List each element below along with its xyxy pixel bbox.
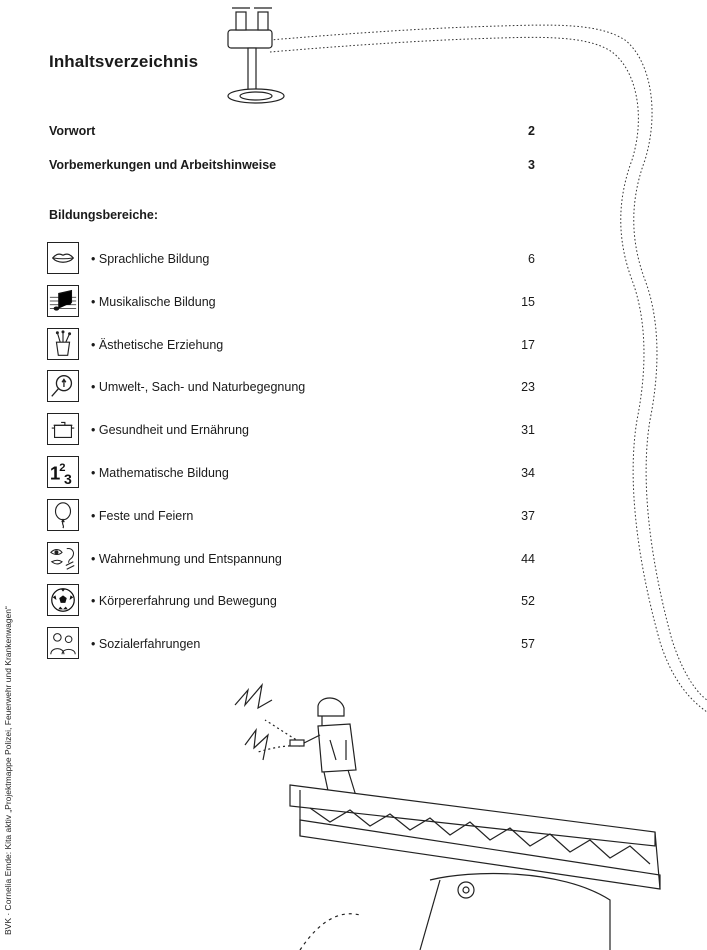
toc-item-page: 23 [521,380,535,395]
icon-number-two: 2 [59,462,66,475]
toc-item-page: 31 [521,423,535,438]
toc-item-page: 52 [521,594,535,609]
bullet: • [91,380,96,395]
toc-item-page: 6 [528,252,535,266]
toc-entry-label: Vorwort [49,124,96,138]
bullet: • [91,594,96,609]
toc-item-page: 17 [521,337,535,352]
bullet: • [91,637,96,652]
toc-item-page: 57 [521,637,535,652]
toc-item-page: 37 [521,508,535,523]
icon-number-three: 3 [63,471,72,487]
bullet: • [91,508,96,523]
bullet: • [91,337,96,352]
toc-item-label: Sprachliche Bildung [98,252,210,266]
toc-item-label: Ästhetische Erziehung [98,337,224,352]
toc-entry-page: 2 [528,124,535,138]
section-heading: Bildungsbereiche: [49,208,159,222]
toc-item-page: 15 [521,294,535,309]
bullet: • [91,551,96,566]
toc-item-page: 44 [521,551,535,566]
toc-item-label: Wahrnehmung und Entspannung [98,551,282,566]
toc-item-page: 34 [521,465,535,480]
toc-item-label: Umwelt-, Sach- und Naturbegegnung [98,380,306,395]
toc-item-label: Mathematische Bildung [98,465,229,480]
toc-item-label: Gesundheit und Ernährung [98,423,249,438]
bullet: • [91,252,96,266]
toc-item-label: Sozialerfahrungen [98,637,201,652]
toc-entry-label: Vorbemerkungen und Arbeitshinweise [49,158,277,172]
bullet: • [91,294,96,309]
toc-entry-page: 3 [528,158,535,172]
bullet: • [91,423,96,438]
icon-number-one: 1 [49,462,61,484]
page-title: Inhaltsverzeichnis [49,52,199,71]
side-credit: BVK · Cornelia Emde: Kita aktiv „Projektmappe Polizei, Feuerwehr und Krankenwagen“ [3,606,13,935]
toc-item-label: Körpererfahrung und Bewegung [98,594,277,609]
bullet: • [91,465,96,480]
toc-item-label: Feste und Feiern [98,508,194,523]
toc-item-label: Musikalische Bildung [98,294,216,309]
